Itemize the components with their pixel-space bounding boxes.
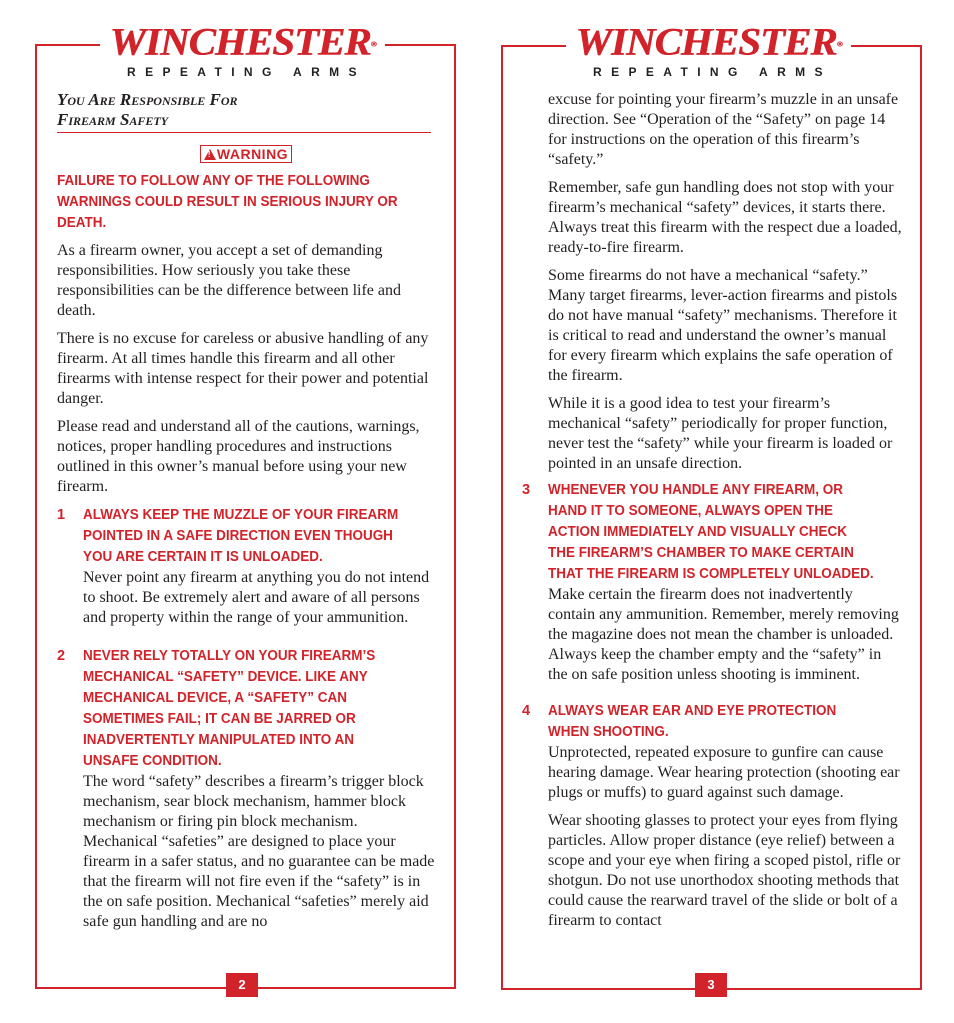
item-body: The word “safety” describes a firearm’s trigger block mechanism, sear block mechanism, hammer block mechanism or firing pin block mechanism. Mechanical “safeties” are designed to place your firearm in a safer status, and no guarantee can be made that the firearm will not fire even if the “safety” is in the on safe position. Mechanical “safeties” merely aid safe gun handling and are no (83, 773, 435, 930)
warning-badge-wrap (57, 145, 435, 165)
continued-paragraph-3: Some firearms do not have a mechanical “safety.” Many target firearms, lever-action firearms and pistols do not have manual “safety” mechanisms. Therefore it is critical to read and understand the owner’s manual for every firearm which explains the safe operation of the firearm. (548, 267, 898, 384)
logo-wordmark: WINCHESTER® (109, 19, 376, 63)
continued-paragraph-1: excuse for pointing your firearm’s muzzle in an unsafe direction. See “Operation of the “Safety” on page 14 for instructions on the operation of this firearm’s “safety.” (548, 91, 899, 168)
warning-text: FAILURE TO FOLLOW ANY OF THE FOLLOWING WARNINGS COULD RESULT IN SERIOUS INJURY OR DEATH. (57, 173, 398, 231)
intro-paragraph-1: As a firearm owner, you accept a set of demanding responsibilities. How seriously you take these responsibilities can be the difference between life and death. (57, 242, 402, 319)
left-page-content (57, 90, 435, 932)
intro-paragraph-3: Please read and understand all of the cautions, warnings, notices, proper handling procedures and instructions outlined in this owner’s manual before using your new firearm. (57, 418, 420, 495)
logo-tagline: REPEATING ARMS (593, 65, 832, 79)
section-title: You Are Responsible For Firearm Safety (57, 90, 431, 133)
item-number: 2 (57, 648, 66, 664)
winchester-logo-left (100, 20, 385, 82)
item-number: 1 (57, 507, 66, 523)
item-body: Make certain the firearm does not inadvertently contain any ammunition. Remember, merely removing the magazine does not mean the chamber is unloaded. Always keep the chamber empty and the “safety” in the on safe position unless shooting is imminent. (548, 586, 899, 683)
item-heading: NEVER RELY TOTALLY ON YOUR FIREARM’S MECHANICAL “SAFETY” DEVICE. LIKE ANY MECHANICAL DEVICE, A “SAFETY” CAN SOMETIMES FAIL; IT CAN BE JARRED OR INADVERTENTLY MANIPULATED INTO AN UNSAFE CONDITION. (83, 648, 376, 769)
item-body: Unprotected, repeated exposure to gunfire can cause hearing damage. Wear hearing protection (shooting ear plugs or muffs) to guard against such damage. (548, 744, 900, 801)
warning-badge: !WARNING (200, 145, 292, 163)
logo-wordmark: WINCHESTER® (575, 19, 842, 63)
page-number-left: 2 (226, 973, 258, 997)
item-body-2: Wear shooting glasses to protect your eyes from flying particles. Allow proper distance (eye relief) between a scope and your eye when firing a scoped pistol, rifle or shotgun. Do not use unorthodox shooting methods that could cause the rearward travel of the slide or bolt of a firearm to contact (548, 812, 901, 929)
right-page-content (548, 90, 902, 482)
item-body: Never point any firearm at anything you do not intend to shoot. Be extremely alert and aware of all persons and property within the range of your ammunition. (83, 569, 430, 626)
continued-paragraph-2: Remember, safe gun handling does not stop with your firearm’s mechanical “safety” devices, it starts there. Always treat this firearm with the respect due a loaded, ready-to-fire firearm. (548, 179, 902, 256)
item-heading: ALWAYS WEAR EAR AND EYE PROTECTION WHEN SHOOTING. (548, 703, 837, 740)
warning-triangle-icon (204, 149, 216, 160)
winchester-logo-right (566, 20, 851, 82)
page-number-right: 3 (695, 973, 727, 997)
right-page-items (522, 480, 902, 931)
item-number: 4 (522, 703, 531, 719)
safety-item-4 (522, 701, 902, 931)
continued-paragraph-4: While it is a good idea to test your firearm’s mechanical “safety” periodically for proper function, never test the “safety” while your firearm is loaded or pointed in an unsafe direction. (548, 395, 893, 472)
item-heading: WHENEVER YOU HANDLE ANY FIREARM, OR HAND IT TO SOMEONE, ALWAYS OPEN THE ACTION IMMEDIATELY AND VISUALLY CHECK THE FIREARM’S CHAMBER TO MAKE CERTAIN THAT THE FIREARM IS COMPLETELY UNLOADED. (548, 482, 874, 582)
safety-item-1 (57, 505, 435, 628)
intro-paragraph-2: There is no excuse for careless or abusive handling of any firearm. At all times handle this firearm and all other firearms with intense respect for their power and potential danger. (57, 330, 429, 407)
item-heading: ALWAYS KEEP THE MUZZLE OF YOUR FIREARM POINTED IN A SAFE DIRECTION EVEN THOUGH YOU ARE CERTAIN IT IS UNLOADED. (83, 507, 399, 565)
logo-tagline: REPEATING ARMS (127, 65, 366, 79)
safety-item-3 (522, 480, 902, 685)
safety-item-2 (57, 646, 435, 932)
item-number: 3 (522, 482, 531, 498)
